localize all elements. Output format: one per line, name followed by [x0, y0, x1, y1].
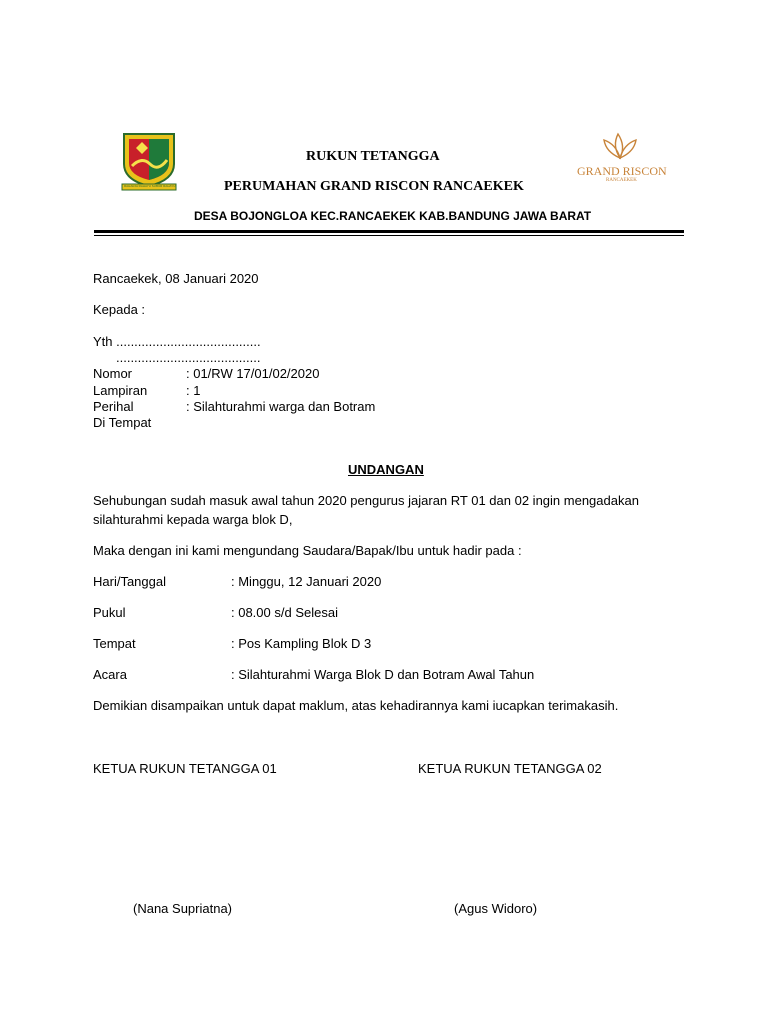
detail-place-value: : Pos Kampling Blok D 3: [231, 636, 372, 651]
body-paragraph-1-line-2: silahturahmi kepada warga blok D,: [93, 512, 293, 527]
letterhead-address: DESA BOJONGLOA KEC.RANCAEKEK KAB.BANDUNG JAWA BARAT: [194, 209, 592, 223]
meta-lampiran-value: : 1: [186, 383, 201, 398]
detail-time-label: Pukul: [93, 605, 126, 620]
detail-event-label: Acara: [93, 667, 127, 682]
meta-perihal-label: Perihal: [93, 399, 134, 414]
recipient-line-1: Yth ........................................: [93, 334, 261, 349]
meta-nomor-value: : 01/RW 17/01/02/2020: [186, 366, 320, 381]
letterhead-divider: [94, 230, 684, 233]
letter-heading: UNDANGAN: [348, 462, 424, 477]
letterhead-divider-thin: [94, 235, 684, 236]
detail-place-label: Tempat: [93, 636, 136, 651]
recipient-label: Kepada :: [93, 302, 146, 317]
meta-nomor-label: Nomor: [93, 366, 133, 381]
logo-motto: RAHARJA RAHAYU SUBUR RAHAYU: [124, 184, 176, 188]
meta-lampiran-label: Lampiran: [93, 383, 148, 398]
closing-paragraph: Demikian disampaikan untuk dapat maklum, atas kehadirannya kami iucapkan terimakasih.: [93, 698, 619, 713]
logo-brand-place: RANCAEKEK: [606, 178, 637, 183]
recipient-line-2: ........................................: [116, 350, 261, 365]
letterhead-title: RUKUN TETANGGA: [306, 149, 440, 164]
detail-date-value: : Minggu, 12 Januari 2020: [231, 574, 382, 589]
place-date: Rancaekek, 08 Januari 2020: [93, 271, 259, 286]
detail-event-value: : Silahturahmi Warga Blok D dan Botram Awal Tahun: [231, 667, 535, 682]
signature-left-title: KETUA RUKUN TETANGGA 01: [93, 761, 277, 776]
di-tempat: Di Tempat: [93, 415, 152, 430]
signature-right-title: KETUA RUKUN TETANGGA 02: [418, 761, 602, 776]
body-paragraph-2: Maka dengan ini kami mengundang Saudara/Bapak/Ibu untuk hadir pada :: [93, 543, 522, 558]
letterhead-subtitle: PERUMAHAN GRAND RISCON RANCAEKEK: [224, 179, 524, 194]
signature-left-name: (Nana Supriatna): [133, 901, 232, 916]
regency-shield-logo: [120, 130, 178, 192]
body-paragraph-1-line-1: Sehubungan sudah masuk awal tahun 2020 pengurus jajaran RT 01 dan 02 ingin mengadakan: [93, 493, 639, 508]
logo-brand-name: GRAND RISCON: [577, 164, 667, 178]
signature-right-name: (Agus Widoro): [454, 901, 538, 916]
detail-date-label: Hari/Tanggal: [93, 574, 166, 589]
meta-perihal-value: : Silahturahmi warga dan Botram: [186, 399, 376, 414]
detail-time-value: : 08.00 s/d Selesai: [231, 605, 338, 620]
